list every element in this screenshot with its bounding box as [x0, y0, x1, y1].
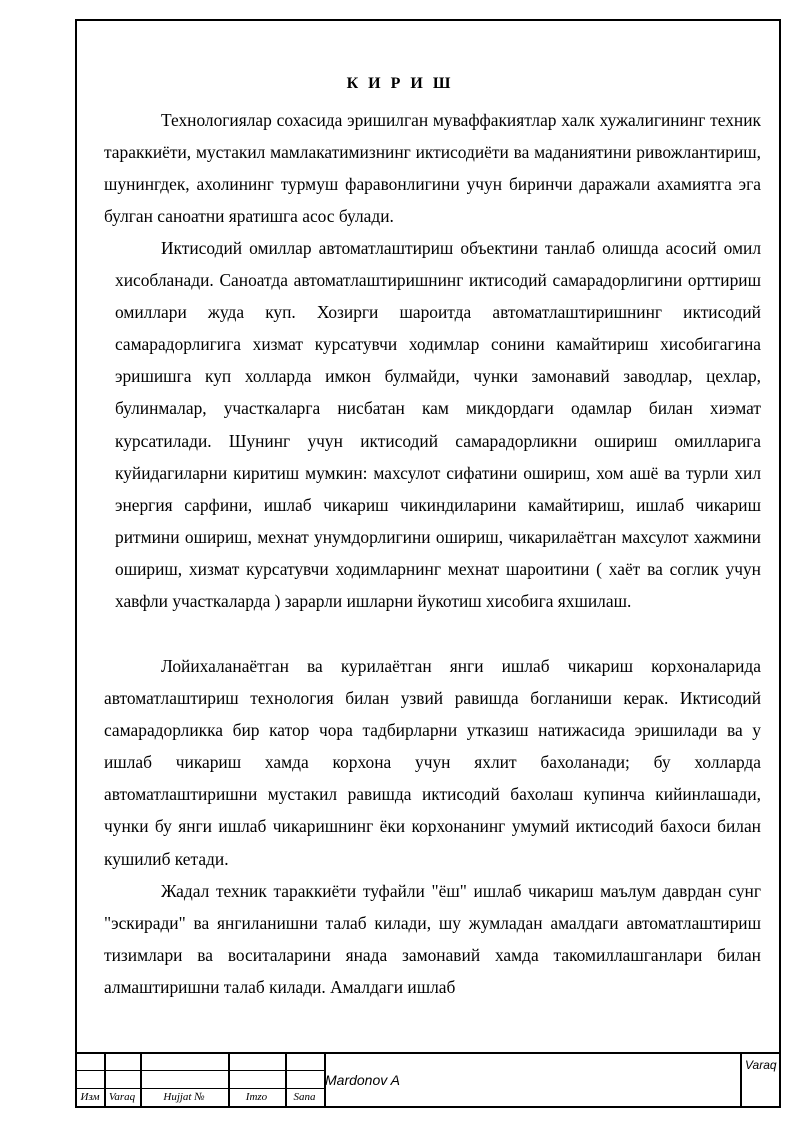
tb-divider — [740, 1052, 742, 1108]
tb-label-izm: Изм — [80, 1091, 100, 1103]
tb-row-line — [75, 1070, 324, 1071]
paragraph-4: Жадал техник тараккиёти туфайли "ёш" ишлаб чикариш маълум даврдан сунг "эскиради" ва янгиланишни талаб килади, шу жумладан амалдаги автоматлаштириш тизимлари ва воситаларини янада замонавий хамда такомиллашганлари билан алмаштиришни талаб килади. Амалдаги ишлаб — [104, 881, 761, 998]
document-title: К И Р И Ш — [346, 75, 454, 92]
tb-label-hujjat: Hujjat № — [163, 1091, 205, 1103]
paragraph-1: Технологиялар сохасида эришилган муваффакиятлар халк хужалигининг техник тараккиёти, мустакил мамлакатимизнинг иктисодиёти ва маданиятини ривожлантириш, шунингдек, ахолининг турмуш фаравонлигини учун биринчи даражали ахамиятга эга булган саноатни яратишга асос булади. — [104, 110, 761, 227]
paragraph-2: Иктисодий омиллар автоматлаштириш объектини танлаб олишда асосий омил хисобланади. Саноатда автоматлаштиришнинг иктисодий самарадорлигини орттириш омиллари жуда куп. Хозирги шароитда автоматлаштиришнинг иктисодий самарадорлигига хизмат курсатувчи ходимлар сонини камайтириш хисобигагина эришишга куп холларда имкон булмайди, чунки замонавий заводлар, цехлар, булинмалар, участкаларга нисбатан кам микдордаги одамлар билан хиэмат курсатилади. Шунинг учун иктисодий самарадорликни ошириш омилларига куйидагиларни киритиш мумкин: махсулот сифатини ошириш, хом ашё ва турли хил энергия сарфини, ишлаб чикариш чикиндиларини камайтириш, ишлаб чикариш ритмини ошириш, мехнат унумдорлигини ошириш, чикарилаётган махсулот хажмини ошириш, хизмат курсатувчи ходимларнинг мехнат шароитини ( хаёт ва соглик учун хавфли участкаларда ) зарарли ишларни йукотиш хисобига яхшилаш. — [115, 238, 761, 612]
tb-row-line — [75, 1106, 781, 1107]
paragraph-3: Лойихаланаётган ва курилаётган янги ишлаб чикариш корхоналарида автоматлаштириш технология билан узвий равишда богланиши керак. Иктисодий самарадорликка бир катор чора тадбирларни утказиш натижасида эришилади ва у ишлаб чикариш хамда корхона учун яхлит бахоланади; бу холларда автоматлаштиришни мустакил равишда иктисодий бахолаш купинча кийинлашади, чунки бу янги ишлаб чикаришнинг ёки корхонанинг умумий иктисодий бахоси билан кушилиб кетади. — [104, 656, 761, 869]
author-name: Mardonov A — [325, 1072, 400, 1088]
sheet-label: Varaq — [745, 1058, 777, 1072]
tb-label-imzo: Imzo — [245, 1091, 268, 1103]
tb-label-sana: Sana — [293, 1091, 316, 1103]
tb-label-varaq: Varaq — [108, 1091, 136, 1103]
tb-row-line — [75, 1088, 324, 1089]
